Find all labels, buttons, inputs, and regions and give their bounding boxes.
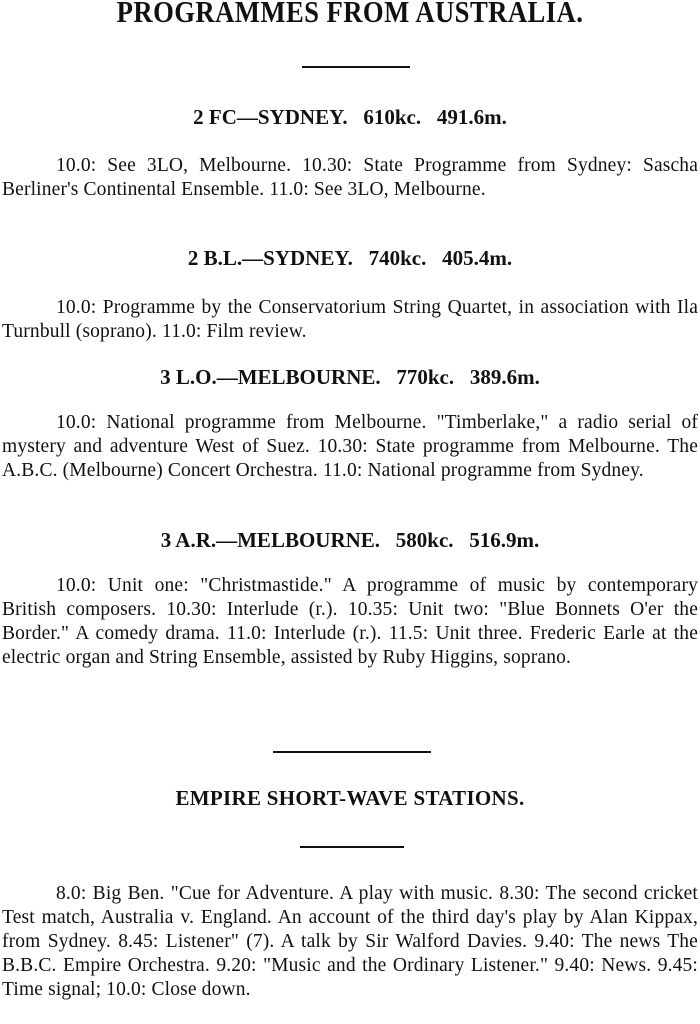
section-divider [273, 751, 431, 753]
station-programme-3ar: 10.0: Unit one: "Christmastide." A programme of music by contemporary British composers. 10.30: Interlude (r.). 10.35: Unit two: "Blue Bonnets O'er the Border." A comedy drama. 11.0: Interlude (r.). 11.5: Unit three. Frederic Earle at the electric organ and String Ensemble, assisted by Ruby Higgins, soprano. [2, 575, 698, 668]
station-programme-2fc: 10.0: See 3LO, Melbourne. 10.30: State Programme from Sydney: Sascha Berliner's Continental Ensemble. 11.0: See 3LO, Melbourne. [2, 155, 698, 200]
station-heading-3lo: 3 L.O.—MELBOURNE. 770kc. 389.6m. [160, 365, 540, 389]
station-heading-2bl: 2 B.L.—SYDNEY. 740kc. 405.4m. [187, 246, 513, 270]
station-programme-3lo: 10.0: National programme from Melbourne. "Timberlake," a radio serial of mystery and adventure West of Suez. 10.30: State programme from Melbourne. The A.B.C. (Melbourne) Concert Orchestra. 11.0: National programme from Sydney. [2, 412, 698, 481]
station-heading-3ar: 3 A.R.—MELBOURNE. 580kc. 516.9m. [160, 528, 540, 552]
empire-heading: EMPIRE SHORT-WAVE STATIONS. [175, 786, 525, 810]
station-programme-2bl: 10.0: Programme by the Conservatorium String Quartet, in association with Ila Turnbull (soprano). 11.0: Film review. [2, 297, 698, 342]
page-title: PROGRAMMES FROM AUSTRALIA. [116, 0, 584, 29]
title-divider [302, 66, 410, 68]
empire-programme: 8.0: Big Ben. "Cue for Adventure. A play with music. 8.30: The second cricket Test match, Australia v. England. An account of the third day's play by Alan Kippax, from Sydney. 8.45: Listener" (7). A talk by Sir Walford Davies. 9.40: The news The B.B.C. Empire Orchestra. 9.20: "Music and the Ordinary Listener." 9.40: News. 9.45: Time signal; 10.0: Close down. [2, 883, 698, 1000]
station-heading-2fc: 2 FC—SYDNEY. 610kc. 491.6m. [193, 105, 507, 129]
empire-divider [300, 846, 404, 848]
